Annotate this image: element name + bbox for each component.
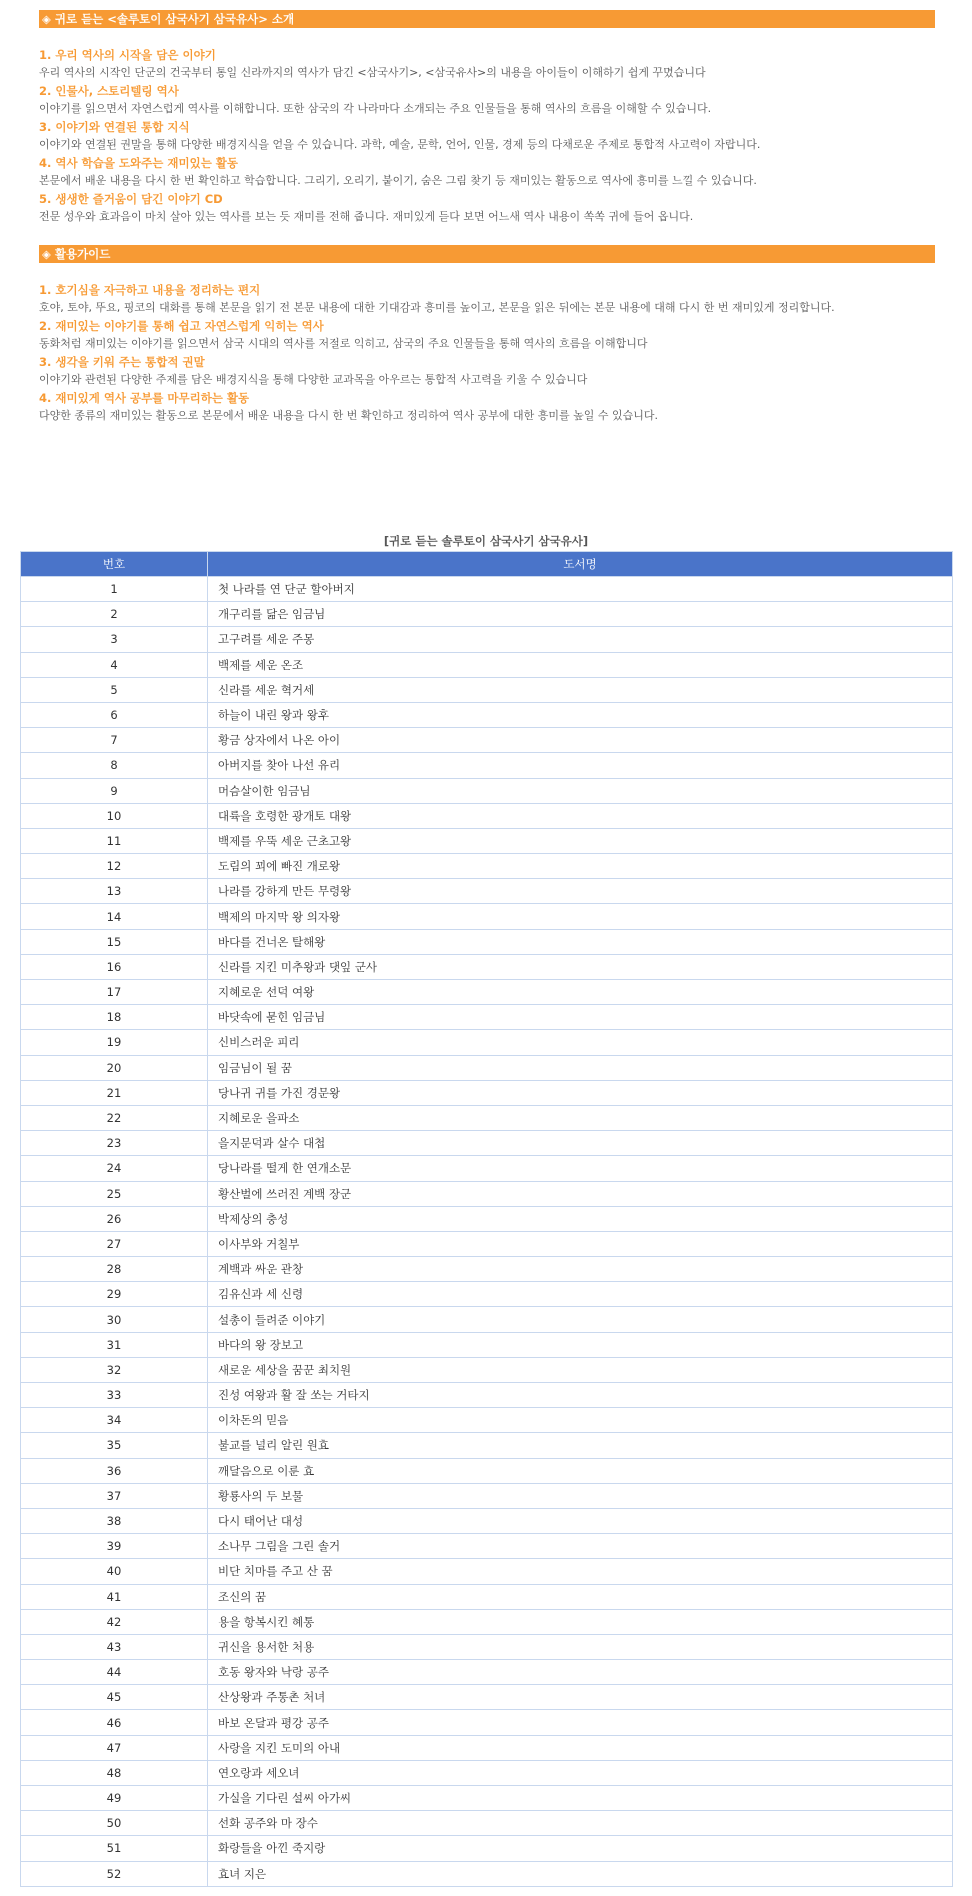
table-row bbox=[21, 778, 953, 803]
table-row bbox=[21, 1181, 953, 1206]
table-row bbox=[21, 577, 953, 602]
table-row bbox=[21, 1760, 953, 1785]
book-title-cell: 나라를 강하게 만든 무령왕 bbox=[208, 879, 953, 904]
book-number-cell: 16 bbox=[21, 954, 208, 979]
table-row bbox=[21, 1357, 953, 1382]
book-title-cell: 하늘이 내린 왕과 왕후 bbox=[208, 702, 953, 727]
book-title-cell: 황산벌에 쓰러진 계백 장군 bbox=[208, 1181, 953, 1206]
book-number-cell: 2 bbox=[21, 602, 208, 627]
book-number-cell: 18 bbox=[21, 1005, 208, 1030]
book-number-cell: 7 bbox=[21, 728, 208, 753]
book-number-cell: 19 bbox=[21, 1030, 208, 1055]
books-table-body bbox=[21, 577, 953, 1887]
table-row bbox=[21, 1005, 953, 1030]
intro-item-body: 우리 역사의 시작인 단군의 건국부터 통일 신라까지의 역사가 담긴 <삼국사기>, <삼국유사>의 내용을 아이들이 이해하기 쉽게 꾸몄습니다 bbox=[39, 66, 706, 79]
book-number-cell: 14 bbox=[21, 904, 208, 929]
book-title-cell: 용을 항복시킨 혜통 bbox=[208, 1609, 953, 1634]
table-row bbox=[21, 677, 953, 702]
guide-item-body: 동화처럼 재미있는 이야기를 읽으면서 삼국 시대의 역사를 저절로 익히고, 삼국의 주요 인물들을 통해 역사의 흐름을 이해합니다 bbox=[39, 337, 648, 350]
book-number-cell: 32 bbox=[21, 1357, 208, 1382]
book-title-cell: 조신의 꿈 bbox=[208, 1584, 953, 1609]
book-number-cell: 42 bbox=[21, 1609, 208, 1634]
book-number-cell: 33 bbox=[21, 1383, 208, 1408]
book-title-cell: 지혜로운 선덕 여왕 bbox=[208, 980, 953, 1005]
table-row bbox=[21, 1458, 953, 1483]
table-row bbox=[21, 1483, 953, 1508]
book-number-cell: 6 bbox=[21, 702, 208, 727]
table-row bbox=[21, 1282, 953, 1307]
book-number-cell: 51 bbox=[21, 1836, 208, 1861]
table-row bbox=[21, 1332, 953, 1357]
book-number-cell: 35 bbox=[21, 1433, 208, 1458]
book-number-cell: 30 bbox=[21, 1307, 208, 1332]
guide-item-title: 4. 재미있게 역사 공부를 마무리하는 활동 bbox=[39, 391, 250, 405]
book-title-cell: 선화 공주와 마 장수 bbox=[208, 1811, 953, 1836]
book-title-cell: 도림의 꾀에 빠진 개로왕 bbox=[208, 854, 953, 879]
intro-header-bar: ◈ 귀로 듣는 <솔루토이 삼국사기 삼국유사> 소개 bbox=[39, 10, 935, 28]
book-title-cell: 귀신을 용서한 처용 bbox=[208, 1634, 953, 1659]
book-title-cell: 이차돈의 믿음 bbox=[208, 1408, 953, 1433]
guide-item-title: 3. 생각을 키워 주는 통합적 권말 bbox=[39, 355, 205, 369]
table-row bbox=[21, 1786, 953, 1811]
column-header-number: 번호 bbox=[21, 552, 208, 577]
book-title-cell: 김유신과 세 신령 bbox=[208, 1282, 953, 1307]
book-title-cell: 바다의 왕 장보고 bbox=[208, 1332, 953, 1357]
book-number-cell: 48 bbox=[21, 1760, 208, 1785]
book-number-cell: 20 bbox=[21, 1055, 208, 1080]
book-number-cell: 23 bbox=[21, 1131, 208, 1156]
book-title-cell: 당나라를 떨게 한 연개소문 bbox=[208, 1156, 953, 1181]
table-row bbox=[21, 1584, 953, 1609]
table-row bbox=[21, 1534, 953, 1559]
table-row bbox=[21, 1080, 953, 1105]
book-title-cell: 아버지를 찾아 나선 유리 bbox=[208, 753, 953, 778]
book-title-cell: 효녀 지은 bbox=[208, 1861, 953, 1886]
table-row bbox=[21, 1383, 953, 1408]
guide-list bbox=[39, 281, 939, 425]
book-title-cell: 백제를 우뚝 세운 근초고왕 bbox=[208, 828, 953, 853]
table-row bbox=[21, 627, 953, 652]
book-number-cell: 9 bbox=[21, 778, 208, 803]
book-number-cell: 13 bbox=[21, 879, 208, 904]
table-row bbox=[21, 1836, 953, 1861]
book-title-cell: 이사부와 거칠부 bbox=[208, 1231, 953, 1256]
guide-item-title: 2. 재미있는 이야기를 통해 쉽고 자연스럽게 익히는 역사 bbox=[39, 319, 324, 333]
table-row bbox=[21, 879, 953, 904]
books-table bbox=[20, 551, 953, 1887]
book-number-cell: 39 bbox=[21, 1534, 208, 1559]
book-title-cell: 임금님이 될 꿈 bbox=[208, 1055, 953, 1080]
book-title-cell: 황룡사의 두 보물 bbox=[208, 1483, 953, 1508]
intro-item-body: 전문 성우와 효과음이 마치 살아 있는 역사를 보는 듯 재미를 전해 줍니다. 재미있게 듣다 보면 어느새 역사 내용이 쏙쏙 귀에 들어 옵니다. bbox=[39, 210, 694, 223]
book-title-cell: 신라를 세운 혁거세 bbox=[208, 677, 953, 702]
book-title-cell: 을지문덕과 살수 대첩 bbox=[208, 1131, 953, 1156]
table-row bbox=[21, 702, 953, 727]
book-title-cell: 백제의 마지막 왕 의자왕 bbox=[208, 904, 953, 929]
book-number-cell: 1 bbox=[21, 577, 208, 602]
book-number-cell: 43 bbox=[21, 1634, 208, 1659]
book-number-cell: 4 bbox=[21, 652, 208, 677]
book-title-cell: 소나무 그림을 그린 솔거 bbox=[208, 1534, 953, 1559]
book-number-cell: 12 bbox=[21, 854, 208, 879]
book-number-cell: 27 bbox=[21, 1231, 208, 1256]
table-row bbox=[21, 1055, 953, 1080]
table-row bbox=[21, 1307, 953, 1332]
book-title-cell: 백제를 세운 온조 bbox=[208, 652, 953, 677]
intro-item-title: 4. 역사 학습을 도와주는 재미있는 활동 bbox=[39, 156, 239, 170]
table-row bbox=[21, 1609, 953, 1634]
book-title-cell: 새로운 세상을 꿈꾼 최치원 bbox=[208, 1357, 953, 1382]
table-row bbox=[21, 753, 953, 778]
book-title-cell: 다시 태어난 대성 bbox=[208, 1508, 953, 1533]
book-title-cell: 당나귀 귀를 가진 경문왕 bbox=[208, 1080, 953, 1105]
book-number-cell: 29 bbox=[21, 1282, 208, 1307]
table-row bbox=[21, 1685, 953, 1710]
intro-item-body: 본문에서 배운 내용을 다시 한 번 확인하고 학습합니다. 그리기, 오리기, 붙이기, 숨은 그림 찾기 등 재미있는 활동으로 역사에 흥미를 느낄 수 있습니다. bbox=[39, 174, 757, 187]
intro-item-title: 1. 우리 역사의 시작을 담은 이야기 bbox=[39, 48, 216, 62]
table-row bbox=[21, 854, 953, 879]
intro-item-body: 이야기를 읽으면서 자연스럽게 역사를 이해합니다. 또한 삼국의 각 나라마다 소개되는 주요 인물들을 통해 역사의 흐름을 이해할 수 있습니다. bbox=[39, 102, 712, 115]
table-row bbox=[21, 1735, 953, 1760]
intro-item-title: 3. 이야기와 연결된 통합 지식 bbox=[39, 120, 190, 134]
book-title-cell: 계백과 싸운 관창 bbox=[208, 1257, 953, 1282]
book-number-cell: 11 bbox=[21, 828, 208, 853]
guide-item-title: 1. 호기심을 자극하고 내용을 정리하는 편지 bbox=[39, 283, 261, 297]
book-title-cell: 대륙을 호령한 광개토 대왕 bbox=[208, 803, 953, 828]
book-number-cell: 38 bbox=[21, 1508, 208, 1533]
book-title-cell: 바다를 건너온 탈해왕 bbox=[208, 929, 953, 954]
book-title-cell: 지혜로운 을파소 bbox=[208, 1105, 953, 1130]
book-number-cell: 37 bbox=[21, 1483, 208, 1508]
book-number-cell: 44 bbox=[21, 1660, 208, 1685]
book-title-cell: 개구리를 닮은 임금님 bbox=[208, 602, 953, 627]
book-number-cell: 47 bbox=[21, 1735, 208, 1760]
book-number-cell: 50 bbox=[21, 1811, 208, 1836]
book-title-cell: 신라를 지킨 미추왕과 댓잎 군사 bbox=[208, 954, 953, 979]
guide-header-bar: ◈ 활용가이드 bbox=[39, 245, 935, 263]
column-header-title: 도서명 bbox=[208, 552, 953, 577]
table-row bbox=[21, 1634, 953, 1659]
table-row bbox=[21, 728, 953, 753]
book-number-cell: 31 bbox=[21, 1332, 208, 1357]
book-number-cell: 52 bbox=[21, 1861, 208, 1886]
table-row bbox=[21, 1861, 953, 1886]
table-row bbox=[21, 1131, 953, 1156]
book-title-cell: 황금 상자에서 나온 아이 bbox=[208, 728, 953, 753]
book-number-cell: 26 bbox=[21, 1206, 208, 1231]
table-row bbox=[21, 1030, 953, 1055]
book-number-cell: 40 bbox=[21, 1559, 208, 1584]
table-row bbox=[21, 602, 953, 627]
book-title-cell: 사랑을 지킨 도미의 아내 bbox=[208, 1735, 953, 1760]
table-row bbox=[21, 803, 953, 828]
guide-item-body: 다양한 종류의 재미있는 활동으로 본문에서 배운 내용을 다시 한 번 확인하고 정리하여 역사 공부에 대한 흥미를 높일 수 있습니다. bbox=[39, 409, 658, 422]
book-title-cell: 박제상의 충성 bbox=[208, 1206, 953, 1231]
book-number-cell: 21 bbox=[21, 1080, 208, 1105]
book-title-cell: 바닷속에 묻힌 임금님 bbox=[208, 1005, 953, 1030]
book-title-cell: 연오랑과 세오녀 bbox=[208, 1760, 953, 1785]
table-row bbox=[21, 1811, 953, 1836]
book-number-cell: 10 bbox=[21, 803, 208, 828]
book-title-cell: 비단 치마를 주고 산 꿈 bbox=[208, 1559, 953, 1584]
intro-item-title: 5. 생생한 즐거움이 담긴 이야기 CD bbox=[39, 192, 223, 206]
book-title-cell: 바보 온달과 평강 공주 bbox=[208, 1710, 953, 1735]
table-row bbox=[21, 1559, 953, 1584]
book-number-cell: 46 bbox=[21, 1710, 208, 1735]
table-row bbox=[21, 980, 953, 1005]
table-row bbox=[21, 1206, 953, 1231]
book-number-cell: 5 bbox=[21, 677, 208, 702]
book-number-cell: 24 bbox=[21, 1156, 208, 1181]
table-row bbox=[21, 1156, 953, 1181]
book-number-cell: 28 bbox=[21, 1257, 208, 1282]
table-row bbox=[21, 1710, 953, 1735]
table-row bbox=[21, 1433, 953, 1458]
book-number-cell: 3 bbox=[21, 627, 208, 652]
table-header-row bbox=[21, 552, 953, 577]
intro-list bbox=[39, 46, 939, 226]
book-number-cell: 45 bbox=[21, 1685, 208, 1710]
book-number-cell: 34 bbox=[21, 1408, 208, 1433]
table-row bbox=[21, 1231, 953, 1256]
book-number-cell: 41 bbox=[21, 1584, 208, 1609]
book-title-cell: 불교를 널리 알린 원효 bbox=[208, 1433, 953, 1458]
book-title-cell: 화랑들을 아낀 죽지랑 bbox=[208, 1836, 953, 1861]
table-row bbox=[21, 828, 953, 853]
table-row bbox=[21, 1660, 953, 1685]
table-row bbox=[21, 929, 953, 954]
book-title-cell: 신비스러운 피리 bbox=[208, 1030, 953, 1055]
intro-item-title: 2. 인물사, 스토리텔링 역사 bbox=[39, 84, 179, 98]
book-title-cell: 고구려를 세운 주몽 bbox=[208, 627, 953, 652]
table-row bbox=[21, 652, 953, 677]
guide-item-body: 이야기와 관련된 다양한 주제를 담은 배경지식을 통해 다양한 교과목을 아우르는 통합적 사고력을 키울 수 있습니다 bbox=[39, 373, 588, 386]
book-title-cell: 산상왕과 주통촌 처녀 bbox=[208, 1685, 953, 1710]
book-number-cell: 25 bbox=[21, 1181, 208, 1206]
guide-item-body: 호야, 토야, 뚜요, 핑코의 대화를 통해 본문을 읽기 전 본문 내용에 대한 기대감과 흥미를 높이고, 본문을 읽은 뒤에는 본문 내용에 대해 다시 한 번 재미있게 정리합니다. bbox=[39, 301, 835, 314]
book-number-cell: 36 bbox=[21, 1458, 208, 1483]
book-number-cell: 8 bbox=[21, 753, 208, 778]
book-number-cell: 22 bbox=[21, 1105, 208, 1130]
book-number-cell: 15 bbox=[21, 929, 208, 954]
book-title-cell: 깨달음으로 이룬 효 bbox=[208, 1458, 953, 1483]
book-number-cell: 49 bbox=[21, 1786, 208, 1811]
table-row bbox=[21, 1257, 953, 1282]
book-title-cell: 진성 여왕과 활 잘 쏘는 거타지 bbox=[208, 1383, 953, 1408]
book-title-cell: 머슴살이한 임금님 bbox=[208, 778, 953, 803]
book-title-cell: 설총이 들려준 이야기 bbox=[208, 1307, 953, 1332]
book-number-cell: 17 bbox=[21, 980, 208, 1005]
table-row bbox=[21, 1408, 953, 1433]
table-row bbox=[21, 1105, 953, 1130]
table-row bbox=[21, 954, 953, 979]
intro-item-body: 이야기와 연결된 권말을 통해 다양한 배경지식을 얻을 수 있습니다. 과학, 예술, 문학, 언어, 인물, 경제 등의 다채로운 주제로 통합적 사고력이 자랍니다. bbox=[39, 138, 761, 151]
book-title-cell: 첫 나라를 연 단군 할아버지 bbox=[208, 577, 953, 602]
table-row bbox=[21, 1508, 953, 1533]
table-row bbox=[21, 904, 953, 929]
book-title-cell: 가실을 기다린 설씨 아가씨 bbox=[208, 1786, 953, 1811]
table-caption: [귀로 듣는 솔루토이 삼국사기 삼국유사] bbox=[383, 534, 589, 548]
book-title-cell: 호동 왕자와 낙랑 공주 bbox=[208, 1660, 953, 1685]
